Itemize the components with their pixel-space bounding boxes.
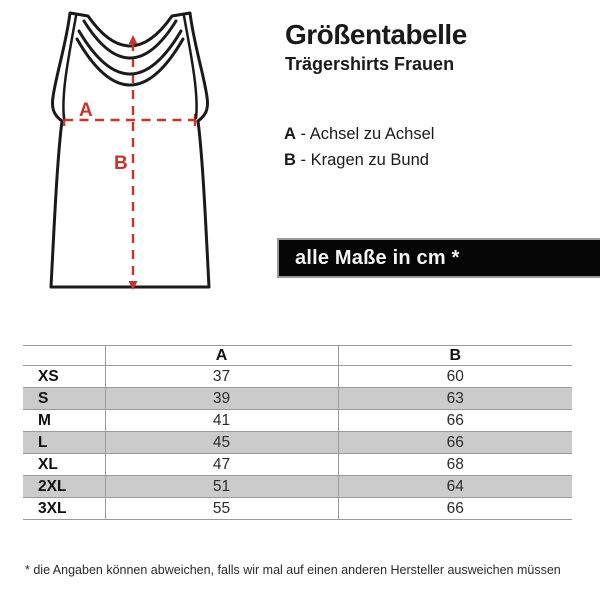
size-label: 2XL [23,476,105,498]
value-b: 60 [338,366,572,388]
value-a: 37 [105,366,338,388]
size-label: S [23,388,105,410]
legend-separator: - [295,125,310,143]
value-b: 66 [338,410,572,432]
table-row [23,454,572,476]
legend-letter-b: B [284,151,296,169]
units-banner-text: alle Maße in cm * [295,246,460,269]
tank-top-outline [51,13,209,287]
table-row [23,476,572,498]
title-block [285,20,467,75]
value-b: 64 [338,476,572,498]
measure-b-top-arrow [129,35,138,44]
header-size-column [23,346,105,366]
legend-description-b: Kragen zu Bund [310,151,429,169]
value-b: 63 [338,388,572,410]
value-a: 39 [105,388,338,410]
footnote: * die Angaben können abweichen, falls wir mal auf einen anderen Hersteller ausweichen müssen [25,563,561,577]
size-label: M [23,410,105,432]
table-row [23,410,572,432]
tank-top-illustration [0,0,260,300]
page-subtitle: Trägershirts Frauen [285,53,455,74]
value-b: 66 [338,432,572,454]
value-a: 55 [105,498,338,520]
value-a: 41 [105,410,338,432]
value-a: 51 [105,476,338,498]
value-a: 47 [105,454,338,476]
value-b: 66 [338,498,572,520]
units-banner [277,238,600,278]
table-row [23,366,572,388]
legend-letter-a: A [284,125,296,143]
size-label: 3XL [23,498,105,520]
value-b: 68 [338,454,572,476]
measure-a-label: A [79,100,93,121]
size-table-header-row [23,346,572,366]
table-row [23,432,572,454]
measure-b-label: B [114,153,128,174]
size-label: L [23,432,105,454]
legend-item-b [284,147,434,173]
value-a: 45 [105,432,338,454]
table-row [23,498,572,520]
legend-description-a: Achsel zu Achsel [309,125,435,143]
size-table [23,345,572,520]
legend-item-a [284,121,434,147]
table-row [23,388,572,410]
size-label: XS [23,366,105,388]
header-column-b: B [338,346,572,366]
measurement-legend [284,121,434,173]
legend-separator: - [295,151,311,169]
page-title: Größentabelle [285,19,467,50]
size-label: XL [23,454,105,476]
header-column-a: A [105,346,338,366]
